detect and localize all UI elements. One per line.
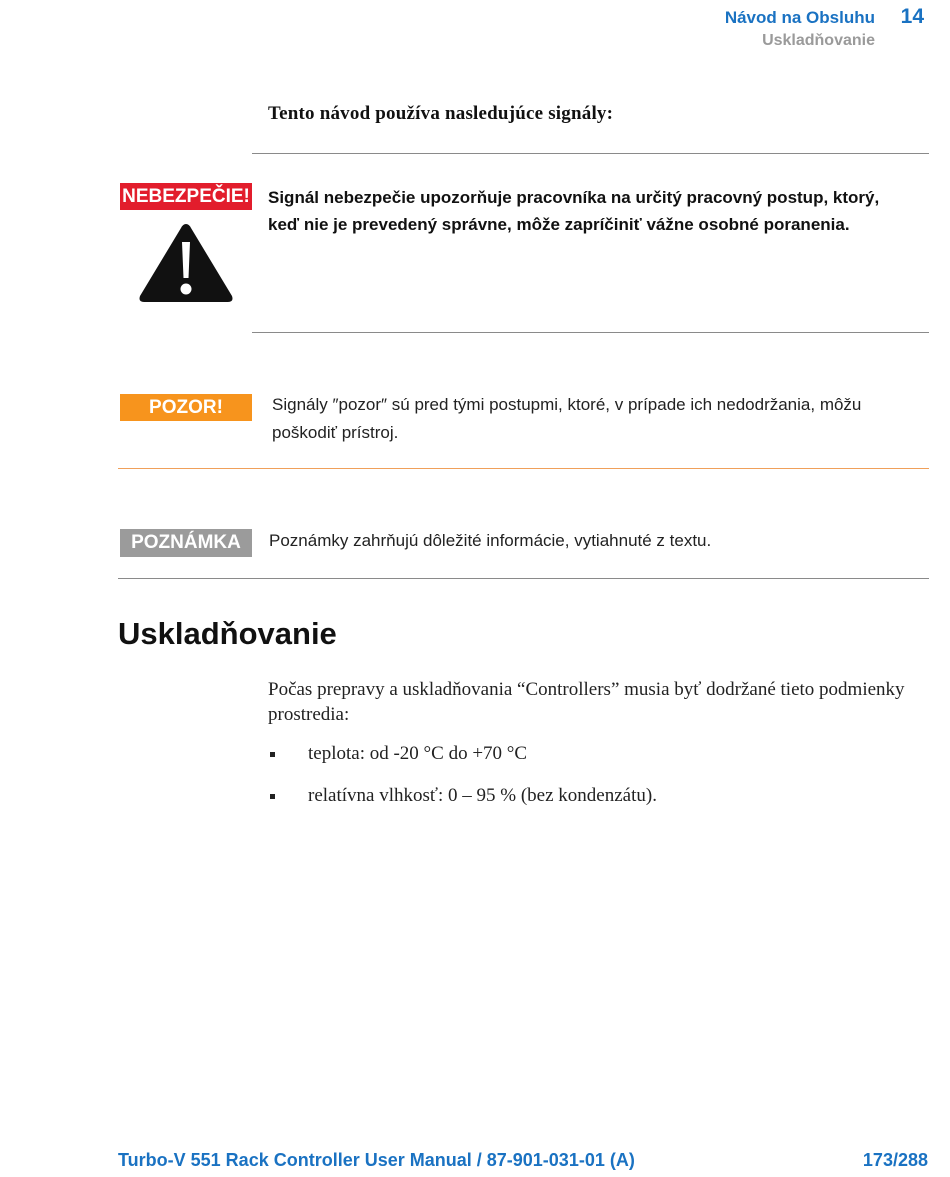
bullet-square-icon xyxy=(270,752,275,757)
running-header-subtitle: Uskladňovanie xyxy=(762,32,875,49)
divider-top xyxy=(252,153,929,154)
divider-note xyxy=(118,578,929,579)
warning-triangle-icon xyxy=(136,220,236,306)
running-header-title: Návod na Obsluhu xyxy=(724,8,875,27)
caution-text: Signály ″pozor″ sú pred tými postupmi, ktoré, v prípade ich nedodržania, môžu poškodiť prístroj. xyxy=(272,395,862,442)
divider-caution xyxy=(118,468,929,469)
footer-page-number: 173/288 xyxy=(862,1150,928,1170)
caution-badge: POZOR! xyxy=(120,394,252,421)
footer-manual-title: Turbo-V 551 Rack Controller User Manual / 87-901-031-01 (A) xyxy=(118,1150,635,1170)
divider-danger xyxy=(252,332,929,333)
bullet-square-icon xyxy=(270,794,275,799)
danger-badge: NEBEZPEČIE! xyxy=(120,183,252,210)
list-item-text: relatívna vlhkosť: 0 – 95 % (bez kondenzátu). xyxy=(308,785,657,806)
section-title: Uskladňovanie xyxy=(118,616,337,651)
intro-text: Tento návod používa nasledujúce signály: xyxy=(268,103,614,124)
section-paragraph: Počas prepravy a uskladňovania “Controllers” musia byť dodržané tieto podmienky prostredia: xyxy=(268,679,905,725)
note-badge: POZNÁMKA xyxy=(120,529,252,557)
list-item-text: teplota: od -20 °C do +70 °C xyxy=(308,743,528,764)
chapter-number: 14 xyxy=(900,5,924,28)
danger-text: Signál nebezpečie upozorňuje pracovníka na určitý pracovný postup, ktorý, keď nie je prevedený správne, môže zapríčiniť vážne osobné poranenia. xyxy=(268,188,880,234)
note-text: Poznámky zahrňujú dôležité informácie, vytiahnuté z textu. xyxy=(269,531,712,550)
